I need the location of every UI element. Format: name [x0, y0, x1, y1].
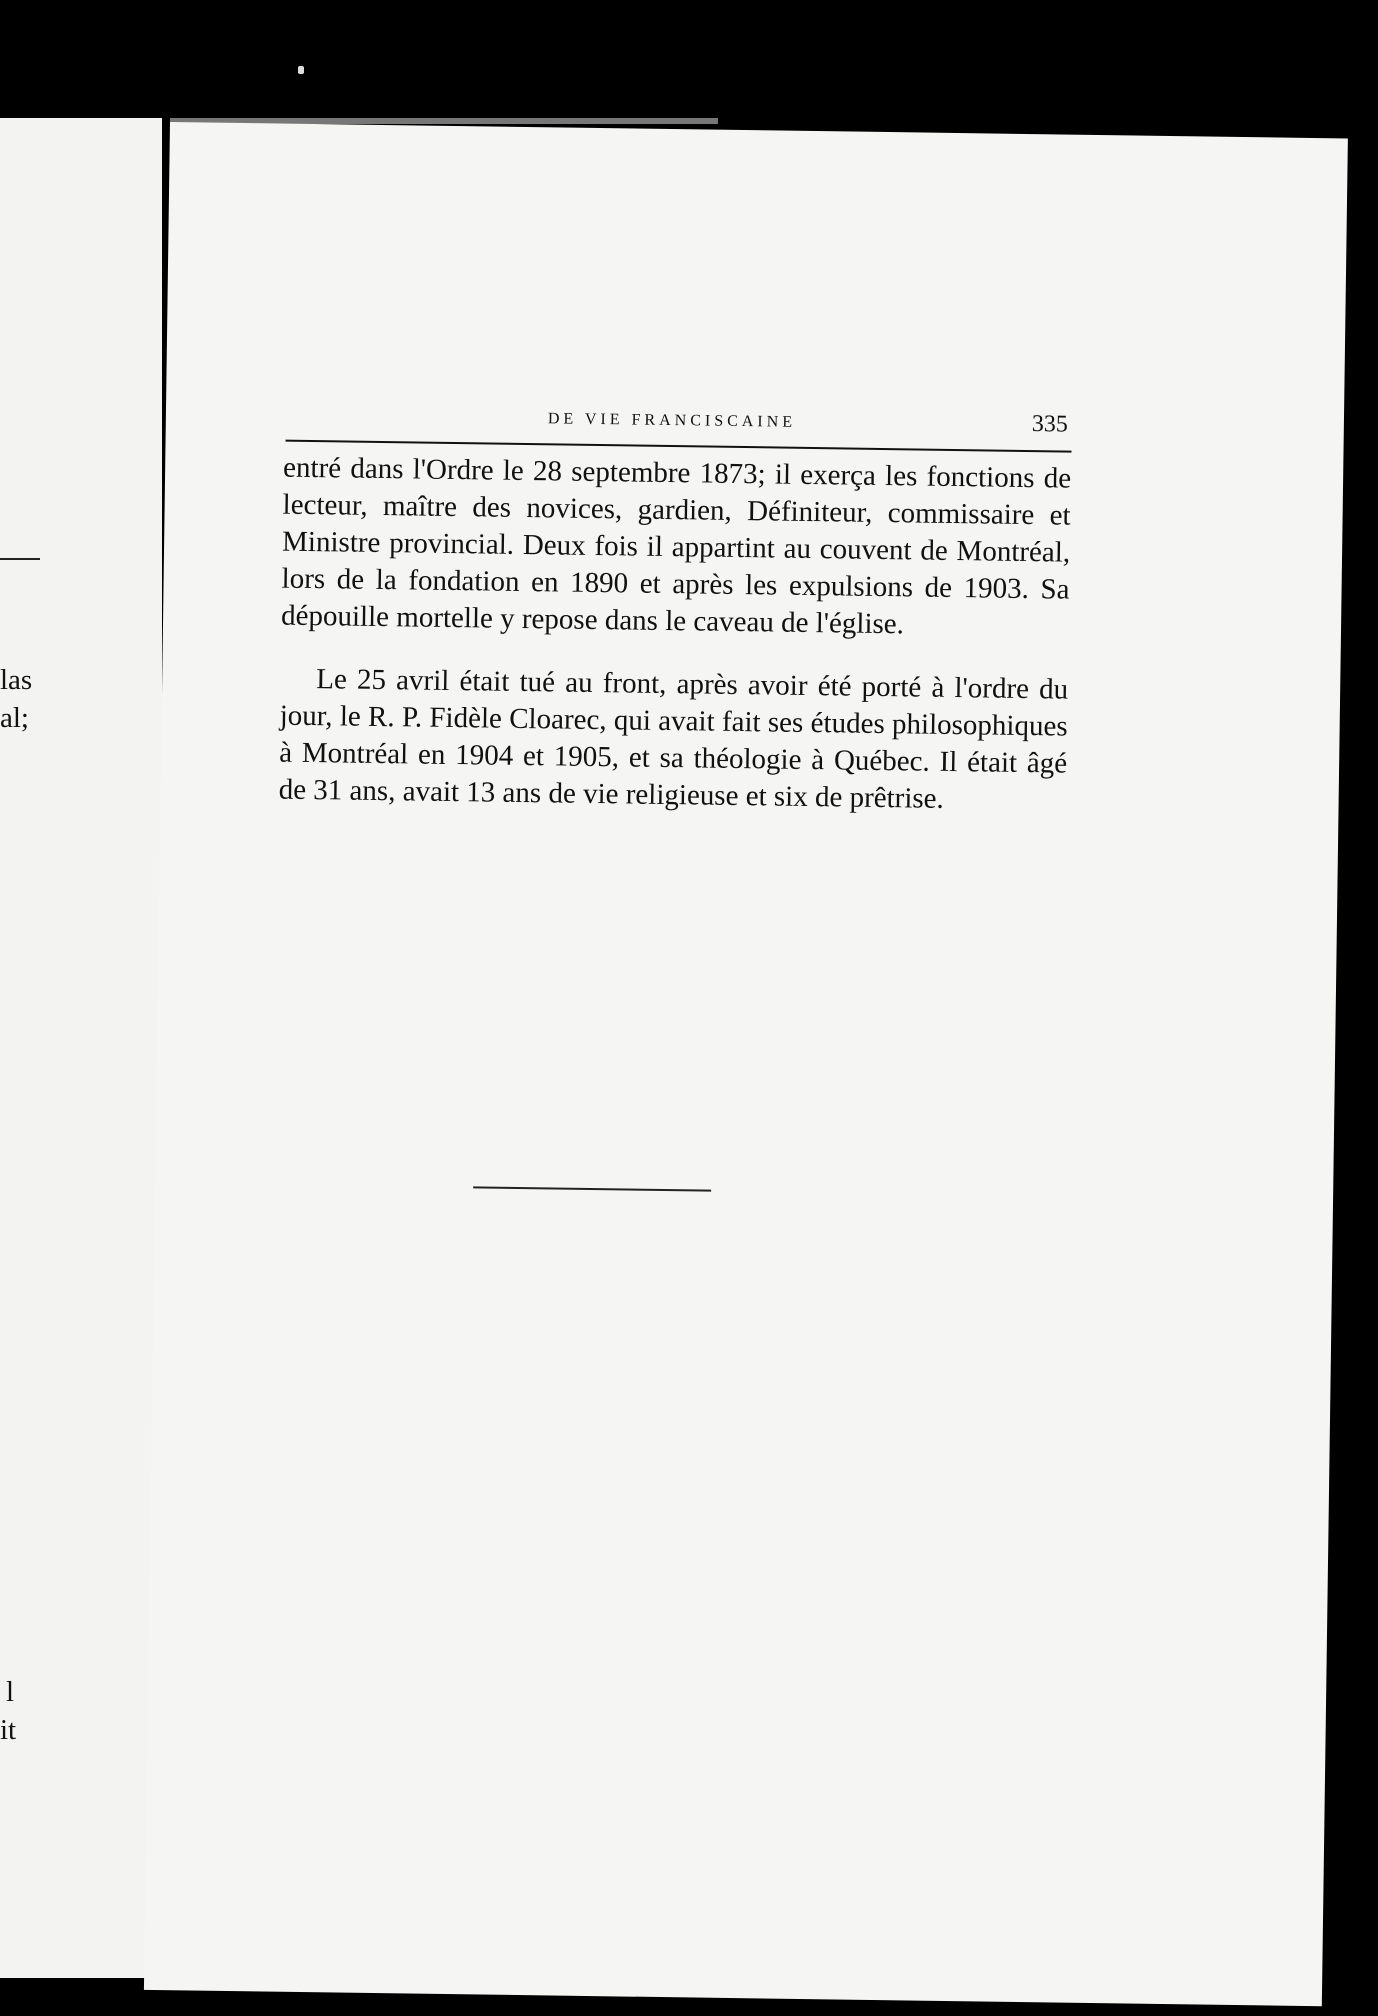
running-title: DE VIE FRANCISCAINE — [547, 410, 797, 431]
body-text — [278, 450, 1071, 846]
previous-page-fragment: it — [0, 1714, 17, 1746]
previous-page-fragment: las — [0, 664, 33, 696]
previous-page-fragment: l — [6, 1676, 15, 1708]
page-number: 335 — [1031, 411, 1069, 438]
end-rule — [473, 1186, 711, 1191]
previous-page-fragment: al; — [0, 702, 29, 734]
previous-page-rule — [0, 558, 40, 560]
previous-page — [0, 118, 162, 1978]
paragraph: Le 25 avril était tué au front, après avoir été porté à l'ordre du jour, le R. P. Fidèle Cloarec, qui avait fait ses études philosophiques à Montréal en 1904 et 1905, et sa théologie à Québec. Il était âgé de 31 ans, avait 13 ans de vie religieuse et six de prêtrise. — [278, 663, 1069, 815]
paragraph: entré dans l'Ordre le 28 septembre 1873; il exerça les fonctions de lecteur, maître des novices, gardien, Définiteur, commissaire et Ministre provincial. Deux fois il appartint au couvent de Montréal, lors de la fondation en 1890 et après les expulsions de 1903. Sa dépouille mortelle y repose dans le caveau de l'église. — [280, 451, 1072, 641]
scan-speck — [298, 66, 304, 74]
page-header — [288, 401, 1068, 446]
book-page — [144, 122, 1348, 2006]
